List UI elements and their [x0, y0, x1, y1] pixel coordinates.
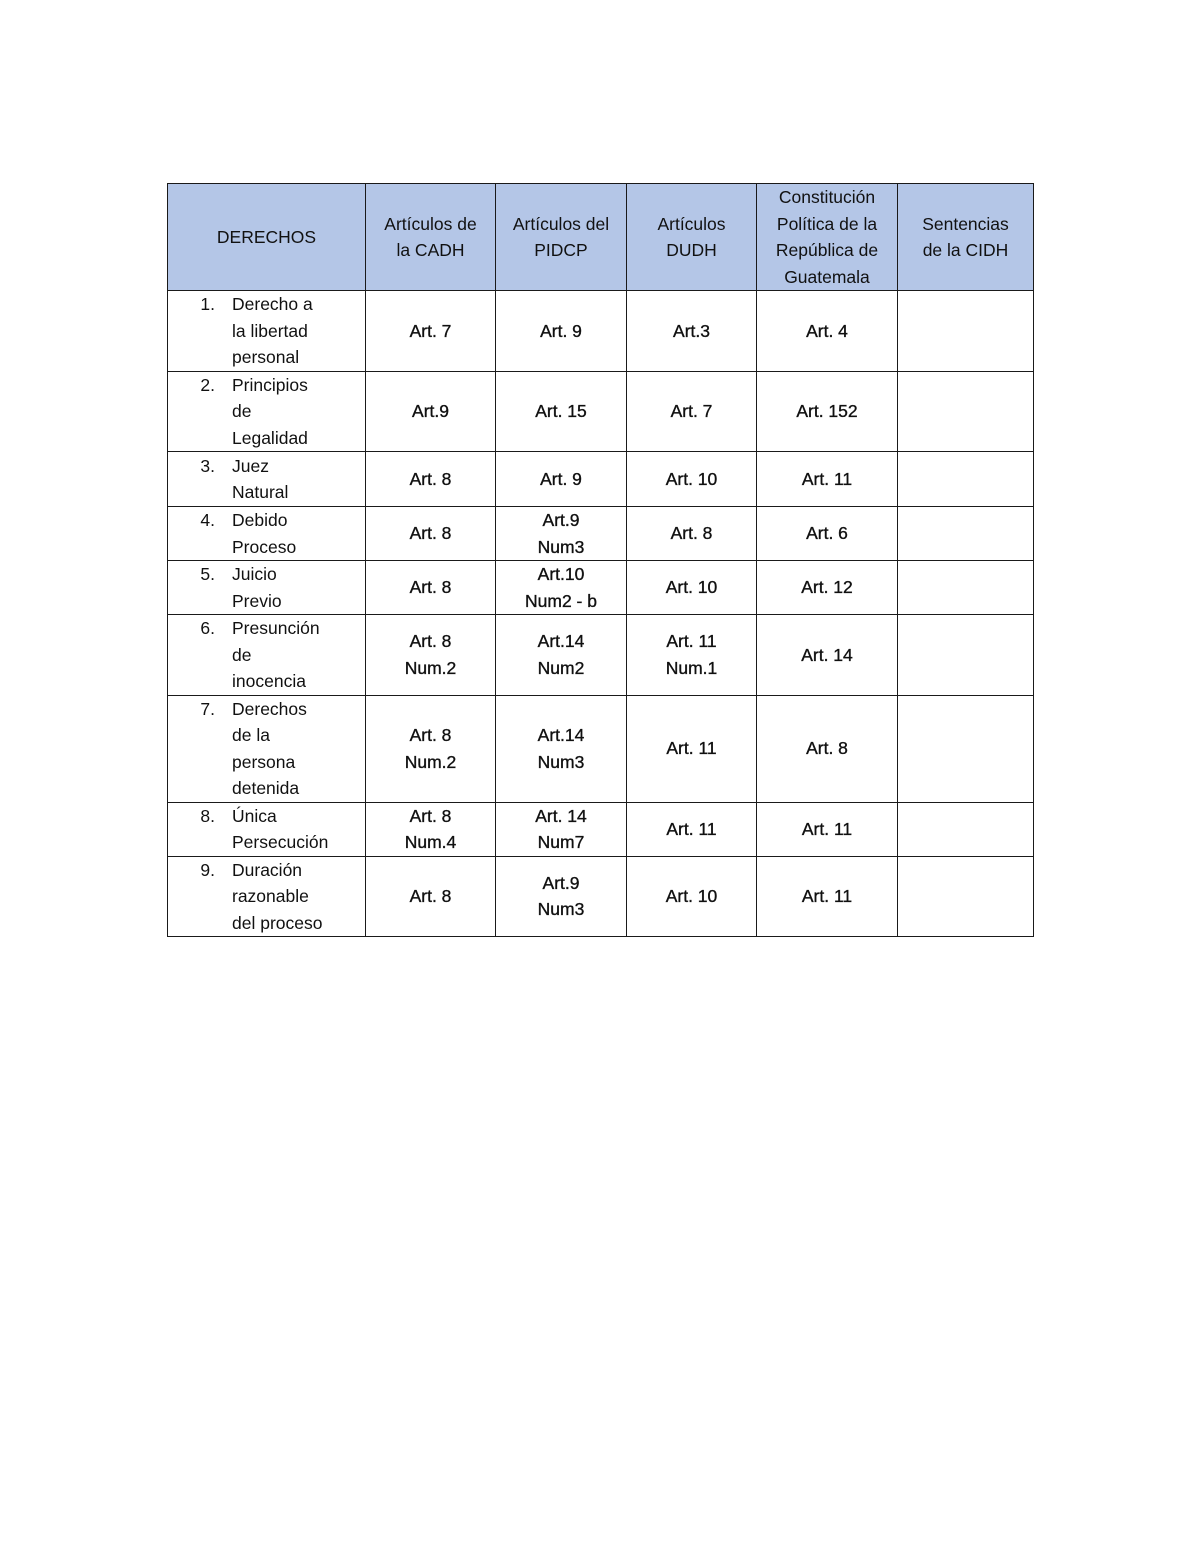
- pidcp-cell: [496, 507, 627, 561]
- cadh-cell: [366, 802, 496, 856]
- pidcp-cell: [496, 615, 627, 696]
- constitucion-cell: [757, 291, 898, 372]
- constitucion-cell: [757, 507, 898, 561]
- right-name: [232, 507, 365, 560]
- cidh-cell: [898, 856, 1034, 937]
- cidh-cell: [898, 371, 1034, 452]
- right-name: [232, 372, 365, 452]
- header-articulos-dudh: [627, 184, 757, 291]
- right-name: [232, 291, 365, 371]
- right-name-line: detenida: [232, 778, 300, 798]
- right-name-cell: [168, 452, 366, 507]
- right-name-cell: [168, 802, 366, 856]
- list-number: 1.: [200, 294, 215, 314]
- constitucion-cell: [757, 371, 898, 452]
- dudh-cell: [627, 856, 757, 937]
- article-ref: Art. 7: [670, 401, 713, 421]
- header-constitucion-guatemala: [757, 184, 898, 291]
- article-ref: Art. 14: [535, 805, 587, 826]
- article-ref: Art. 11: [801, 886, 853, 906]
- table-header: [168, 184, 1034, 291]
- right-name-line: inocencia: [232, 671, 306, 691]
- right-name-line: Única: [232, 805, 277, 826]
- header-line: Artículos del: [512, 213, 610, 234]
- article-ref: Art. 10: [665, 468, 718, 489]
- article-ref: Art.9: [542, 510, 580, 530]
- constitucion-cell: [757, 615, 898, 696]
- article-ref: Art. 11: [666, 738, 717, 759]
- article-ref: Art.9: [412, 401, 449, 421]
- right-name-cell: [168, 371, 366, 452]
- right-name-line: Previo: [232, 590, 282, 611]
- rights-articles-table: [167, 183, 1034, 937]
- constitucion-cell: [757, 561, 898, 615]
- list-number: 9.: [200, 859, 215, 880]
- right-name: [232, 803, 365, 856]
- right-name: [232, 615, 365, 695]
- list-number: 7.: [200, 698, 215, 719]
- header-line: Política de la: [776, 213, 878, 234]
- header-line: Sentencias: [922, 213, 1009, 234]
- right-name-line: Legalidad: [232, 427, 308, 448]
- header-row: [168, 184, 1034, 291]
- article-ref: Art. 8: [409, 886, 452, 906]
- dudh-cell: [627, 291, 757, 372]
- table-row: [168, 371, 1034, 452]
- header-line: Constitución: [778, 187, 876, 207]
- article-ref: Art. 4: [806, 320, 848, 341]
- table-row: [168, 802, 1034, 856]
- constitucion-cell: [757, 856, 898, 937]
- list-number: 6.: [200, 618, 215, 638]
- cadh-cell: [366, 695, 496, 802]
- right-name-line: Persecución: [232, 832, 329, 852]
- cidh-cell: [898, 507, 1034, 561]
- cidh-cell: [898, 695, 1034, 802]
- article-ref: Art. 8: [409, 725, 452, 745]
- cadh-cell: [366, 371, 496, 452]
- article-ref: Art. 15: [535, 401, 587, 421]
- right-name: [232, 696, 365, 802]
- article-ref: Art. 8: [806, 738, 848, 759]
- article-ref: Art. 11: [666, 818, 717, 839]
- pidcp-cell: [496, 371, 627, 452]
- right-name-line: Natural: [232, 482, 289, 502]
- article-ref: Art. 152: [796, 401, 858, 421]
- right-name-cell: [168, 856, 366, 937]
- dudh-cell: [627, 615, 757, 696]
- pidcp-cell: [496, 452, 627, 507]
- pidcp-cell: [496, 291, 627, 372]
- cidh-cell: [898, 802, 1034, 856]
- right-name-cell: [168, 507, 366, 561]
- article-ref: Art.14: [537, 725, 585, 745]
- table-row: [168, 291, 1034, 372]
- right-name-line: Presunción: [232, 618, 320, 638]
- header-line: PIDCP: [534, 240, 588, 260]
- cadh-cell: [366, 452, 496, 507]
- right-name-line: de la: [232, 725, 270, 745]
- header-line: Guatemala: [784, 266, 870, 287]
- table-row: [168, 615, 1034, 696]
- right-name-line: Duración: [232, 859, 303, 880]
- right-name-cell: [168, 695, 366, 802]
- pidcp-cell: [496, 561, 627, 615]
- dudh-cell: [627, 371, 757, 452]
- list-number: 5.: [200, 564, 215, 584]
- right-name-line: la libertad: [232, 320, 308, 341]
- right-name: [232, 453, 365, 506]
- header-line: República de: [775, 240, 879, 260]
- list-number: 4.: [200, 510, 215, 530]
- right-name-cell: [168, 561, 366, 615]
- article-ref: Num3: [537, 751, 585, 772]
- article-ref: Art. 14: [801, 644, 853, 665]
- cadh-cell: [366, 856, 496, 937]
- right-name-line: Juicio: [232, 564, 277, 584]
- list-number: 2.: [200, 374, 215, 395]
- right-name-cell: [168, 615, 366, 696]
- right-name-line: persona: [232, 751, 296, 772]
- article-ref: Art. 8: [409, 631, 452, 652]
- table-row: [168, 507, 1034, 561]
- cidh-cell: [898, 291, 1034, 372]
- article-ref: Art. 8: [409, 523, 452, 544]
- header-line: de la CIDH: [922, 240, 1009, 260]
- pidcp-cell: [496, 802, 627, 856]
- article-ref: Art. 9: [540, 320, 582, 341]
- header-articulos-pidcp: [496, 184, 627, 291]
- right-name-line: razonable: [232, 886, 309, 906]
- article-ref: Art. 10: [665, 886, 718, 906]
- list-number: 8.: [200, 805, 215, 826]
- article-ref: Art. 11: [801, 468, 853, 489]
- article-ref: Num2 - b: [525, 590, 597, 611]
- constitucion-cell: [757, 452, 898, 507]
- article-ref: Art.3: [673, 320, 710, 341]
- article-ref: Art. 12: [801, 577, 853, 598]
- article-ref: Art. 8: [670, 523, 713, 544]
- article-ref: Art. 9: [540, 468, 582, 489]
- dudh-cell: [627, 452, 757, 507]
- cadh-cell: [366, 561, 496, 615]
- pidcp-cell: [496, 856, 627, 937]
- cidh-cell: [898, 615, 1034, 696]
- right-name-line: de: [232, 644, 252, 665]
- article-ref: Art. 7: [409, 320, 452, 341]
- article-ref: Art.9: [542, 872, 580, 893]
- constitucion-cell: [757, 695, 898, 802]
- table-row: [168, 856, 1034, 937]
- article-ref: Art. 8: [409, 468, 452, 489]
- article-ref: Art. 8: [409, 805, 452, 826]
- article-ref: Art. 11: [801, 818, 853, 839]
- article-ref: Num.4: [404, 832, 457, 852]
- article-ref: Num.2: [404, 751, 457, 772]
- article-ref: Num.1: [665, 657, 718, 678]
- header-line: DUDH: [666, 240, 717, 260]
- dudh-cell: [627, 507, 757, 561]
- table-row: [168, 561, 1034, 615]
- table-row: [168, 452, 1034, 507]
- cadh-cell: [366, 507, 496, 561]
- header-line: la CADH: [396, 240, 465, 260]
- right-name: [232, 561, 365, 614]
- article-ref: Art. 6: [806, 523, 848, 544]
- right-name-line: Principios: [232, 374, 308, 395]
- article-ref: Art. 11: [666, 631, 717, 652]
- cidh-cell: [898, 452, 1034, 507]
- right-name-line: Juez: [232, 455, 269, 476]
- right-name-line: Proceso: [232, 536, 297, 557]
- list-number: 3.: [200, 455, 215, 476]
- header-articulos-cadh: [366, 184, 496, 291]
- cadh-cell: [366, 291, 496, 372]
- dudh-cell: [627, 695, 757, 802]
- header-line: Artículos de: [384, 213, 477, 234]
- article-ref: Art. 10: [665, 577, 718, 598]
- article-ref: Num2: [537, 657, 585, 678]
- article-ref: Num3: [537, 899, 585, 920]
- right-name-line: Derechos: [232, 698, 307, 719]
- header-line: DERECHOS: [216, 226, 317, 247]
- article-ref: Art. 8: [409, 577, 452, 598]
- constitucion-cell: [757, 802, 898, 856]
- right-name-line: de: [232, 401, 252, 421]
- article-ref: Art.14: [537, 631, 585, 652]
- header-line: Artículos: [657, 213, 726, 234]
- right-name-line: personal: [232, 347, 300, 367]
- right-name-line: Debido: [232, 510, 288, 530]
- table-body: [168, 291, 1034, 937]
- right-name-line: del proceso: [232, 912, 323, 933]
- dudh-cell: [627, 802, 757, 856]
- cidh-cell: [898, 561, 1034, 615]
- cadh-cell: [366, 615, 496, 696]
- article-ref: Num7: [537, 832, 585, 852]
- article-ref: Num.2: [404, 657, 457, 678]
- right-name-line: Derecho a: [232, 294, 313, 314]
- header-sentencias-cidh: [898, 184, 1034, 291]
- right-name: [232, 857, 365, 937]
- article-ref: Num3: [537, 536, 585, 557]
- dudh-cell: [627, 561, 757, 615]
- header-derechos: [168, 184, 366, 291]
- table-row: [168, 695, 1034, 802]
- article-ref: Art.10: [537, 564, 585, 584]
- pidcp-cell: [496, 695, 627, 802]
- right-name-cell: [168, 291, 366, 372]
